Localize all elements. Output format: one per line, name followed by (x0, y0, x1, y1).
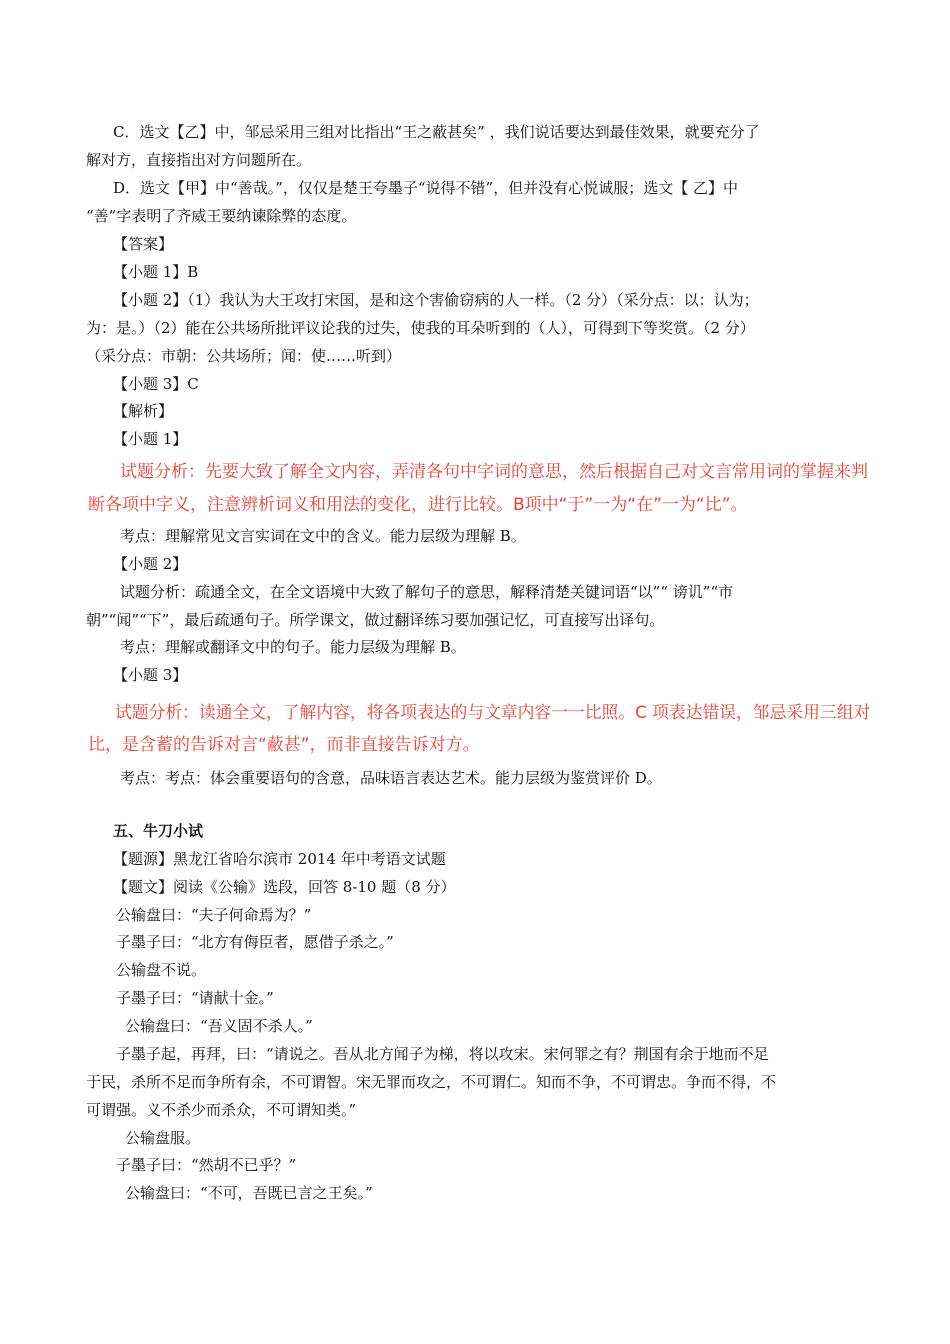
analysis-q3-red-line-2: 比，是含蓄的告诉对言“蔽甚”，而非直接告诉对方。 (88, 735, 480, 755)
passage-line-2: 子墨子曰：“北方有侮臣者，愿借子杀之。” (116, 933, 394, 951)
analysis-q2-label: 【小题 2】 (113, 555, 188, 573)
passage-line-9: 公输盘曰：“不可，吾既已言之王矣。” (125, 1184, 373, 1202)
question-source: 【题源】黑龙江省哈尔滨市 2014 年中考语文试题 (113, 850, 446, 868)
passage-line-6a: 子墨子起，再拜，曰：“请说之。吾从北方闻子为梯，将以攻宋。宋何罪之有？荆国有余于地而不足 (116, 1045, 769, 1063)
analysis-q2-line-1: 试题分析：疏通全文，在全文语境中大致了解句子的意思，解释清楚关键词语“以”“ 谤讥”“市 (120, 583, 734, 601)
analysis-q3-red-line-1: 试题分析：读通全文，了解内容，将各项表达的与文章内容一一比照。C 项表达错误，邹忌采用三组对 (115, 703, 871, 723)
passage-line-5: 公输盘曰：“吾义固不杀人。” (125, 1017, 313, 1035)
analysis-q2-point: 考点：理解或翻译文中的句子。能力层级为理解 B。 (120, 638, 466, 656)
analysis-q3-point: 考点：考点：体会重要语句的含意，品味语言表达艺术。能力层级为鉴赏评价 D。 (120, 769, 662, 787)
answer-q2-line-1: 【小题 2】（1）我认为大王攻打宋国，是和这个害偷窃病的人一样。（2 分）（采分点：以：认为； (113, 291, 759, 309)
question-prompt: 【题文】阅读《公输》选段，回答 8-10 题（8 分） (113, 878, 456, 896)
analysis-q1-red-line-1: 试题分析：先要大致了解全文内容，弄清各句中字词的意思，然后根据自己对文言常用词的掌握来判 (120, 462, 868, 482)
analysis-q1-red-line-2: 断各项中字义，注意辨析词义和用法的变化，进行比较。B项中“于”一为“在”一为“比”。 (88, 495, 748, 515)
passage-line-6c: 可谓强。义不杀少而杀众，不可谓知类。” (86, 1101, 357, 1119)
option-d-line-1: D．选文【甲】中“善哉。”，仅仅是楚王夸墨子“说得不错”，但并没有心悦诚服；选文【 乙】中 (113, 179, 738, 197)
answer-q2-line-3: （采分点：市朝：公共场所；闻：使……听到） (86, 347, 402, 365)
analysis-q2-line-2: 朝”“闻”“下”，最后疏通句子。所学课文，做过翻译练习要加强记忆，可直接写出译句。 (86, 611, 665, 629)
analysis-q1-point: 考点：理解常见文言实词在文中的含义。能力层级为理解 B。 (120, 527, 526, 545)
analysis-heading: 【解析】 (113, 402, 174, 420)
analysis-q3-label: 【小题 3】 (113, 666, 188, 684)
section-title: 五、牛刀小试 (113, 822, 204, 840)
option-c-line-1: C．选文【乙】中，邹忌采用三组对比指出“王之蔽甚矣” ，我们说话要达到最佳效果，就要充分了 (113, 123, 760, 141)
answer-q2-line-2: 为：是。）（2）能在公共场所批评议论我的过失，使我的耳朵听到的（人），可得到下等奖赏。（2 分） (86, 319, 755, 337)
option-d-line-2: “善”字表明了齐威王要纳谏除弊的态度。 (86, 207, 357, 225)
passage-line-8: 子墨子曰：“然胡不已乎？” (116, 1156, 297, 1174)
answer-q3: 【小题 3】C (113, 375, 199, 393)
option-c-line-2: 解对方，直接指出对方问题所在。 (86, 151, 312, 169)
passage-line-4: 子墨子曰：“请献十金。” (116, 989, 274, 1007)
answer-heading: 【答案】 (113, 235, 174, 253)
analysis-q1-label: 【小题 1】 (113, 430, 188, 448)
passage-line-3: 公输盘不说。 (116, 961, 207, 979)
passage-line-6b: 于民，杀所不足而争所有余，不可谓智。宋无罪而攻之，不可谓仁。知而不争，不可谓忠。争而不得，不 (86, 1073, 777, 1091)
passage-line-1: 公输盘曰：“夫子何命焉为？” (116, 906, 312, 924)
passage-line-7: 公输盘服。 (125, 1129, 201, 1147)
answer-q1: 【小题 1】B (113, 263, 199, 281)
